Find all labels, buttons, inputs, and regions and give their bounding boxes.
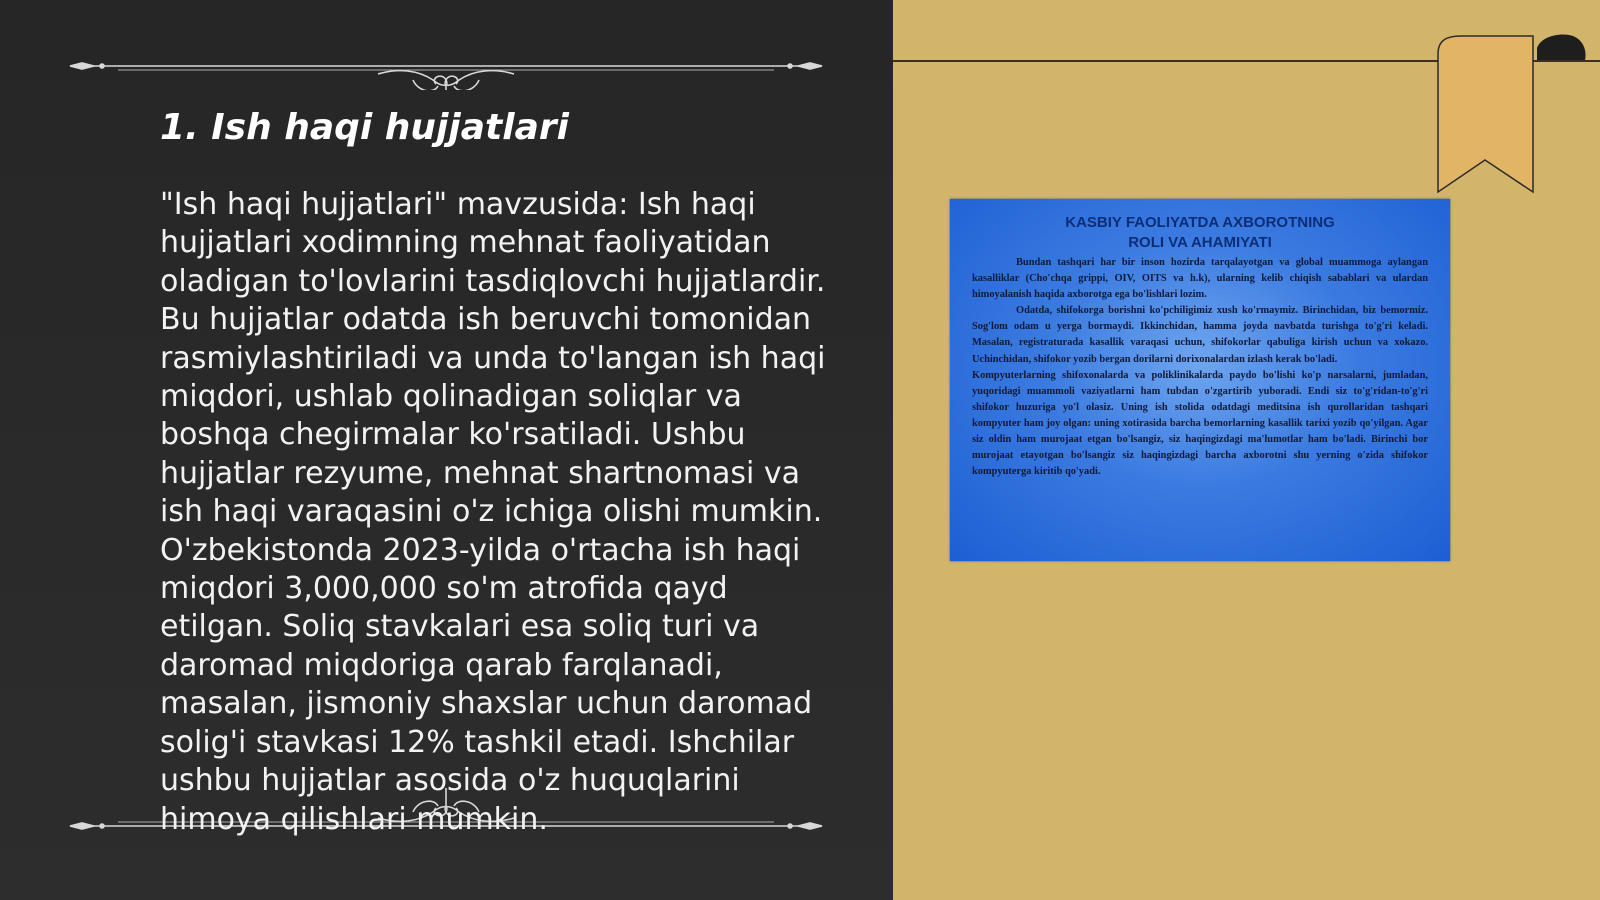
slide-body-text: "Ish haqi hujjatlari" mavzusida: Ish haqi hujjatlari xodimning mehnat faoliyatidan oladigan to'lovlarini tasdiqlovchi hujjatlardir. Bu hujjatlar odatda ish beruvchi tomonidan rasmiylashtiriladi va unda to'langan ish haqi miqdori, ushlab qolinadigan soliqlar va boshqa chegirmalar ko'rsatiladi. Ushbu hujjatlar rezyume, mehnat shartnomasi va ish haqi varaqasini o'z ichiga olishi mumkin. O'zbekistonda 2023-yilda o'rtacha ish haqi miqdori 3,000,000 so'm atrofida qayd etilgan. Soliq stavkalari esa soliq turi va daromad miqdoriga qarab farqlanadi, masalan, jismoniy shaxslar uchun daromad solig'i stavkasi 12% tashkil etadi. Ishchilar ushbu hujjatlar asosida o'z huquqlarini himoya qilishlari mumkin.	[160, 187, 826, 837]
bookmark-ribbon-icon	[1433, 30, 1593, 200]
document-paragraph: Kompyuterlarning shifoxonalarda va poliklinikalarda paydo bo'lishi ko'p narsalarni, jumladan, yuqoridagi muammoli vaziyatlarni ham tubdan o'zgartirib yuboradi. Endi siz to'g'ridan-to'g'ri shifokor huzuriga yo'l olasiz. Uning ish stolida odatdagi meditsina ish qurollaridan tashqari kompyuter ham joy olgan: uning xotirasida barcha bemorlarning kasallik tarixi yozib qo'yilgan. Agar siz oldin ham murojaat etgan bo'lsangiz, siz haqingizdagi ma'lumotlar ham bo'ladi. Birinchi bor murojaat etayotgan bo'lsangiz siz haqingizdagi barcha axborotni shu yerning o'zida shifokor kompyuterga kiritib qo'yadi.	[972, 369, 1428, 478]
document-paragraph: Bundan tashqari har bir inson hozirda tarqalayotgan va global muammoga aylangan kasalliklar (Cho'chqa grippi, OIV, OITS va h.k), ularning kelib chiqish sabablari va ulardan himoyalanish haqida axborotga ega bo'lishlari lozim.	[972, 257, 1428, 301]
document-paragraph: Odatda, shifokorga borishni ko'pchiligimiz xush ko'rmaymiz. Birinchidan, biz bemormiz. Sog'lom odam u yerga bormaydi. Ikkinchidan, hamma joyda navbatda turishga to'g'ri keladi. Masalan, registraturada kasallik varaqasi uchun, shifokorlar qabuliga kirish uchun va xokazo. Uchinchidan, shifokor yozib bergan dorilarni dorixonalardan izlash kerak bo'ladi.	[972, 305, 1428, 365]
ornament-top-divider	[68, 40, 824, 90]
document-scan-image	[950, 199, 1450, 561]
document-heading: KASBIY FAOLIYATDA AXBOROTNING ROLI VA AHAMIYATI	[1065, 214, 1335, 251]
document-text-block	[972, 255, 1428, 480]
slide-title: 1. Ish haqi hujjatlari	[160, 107, 569, 148]
